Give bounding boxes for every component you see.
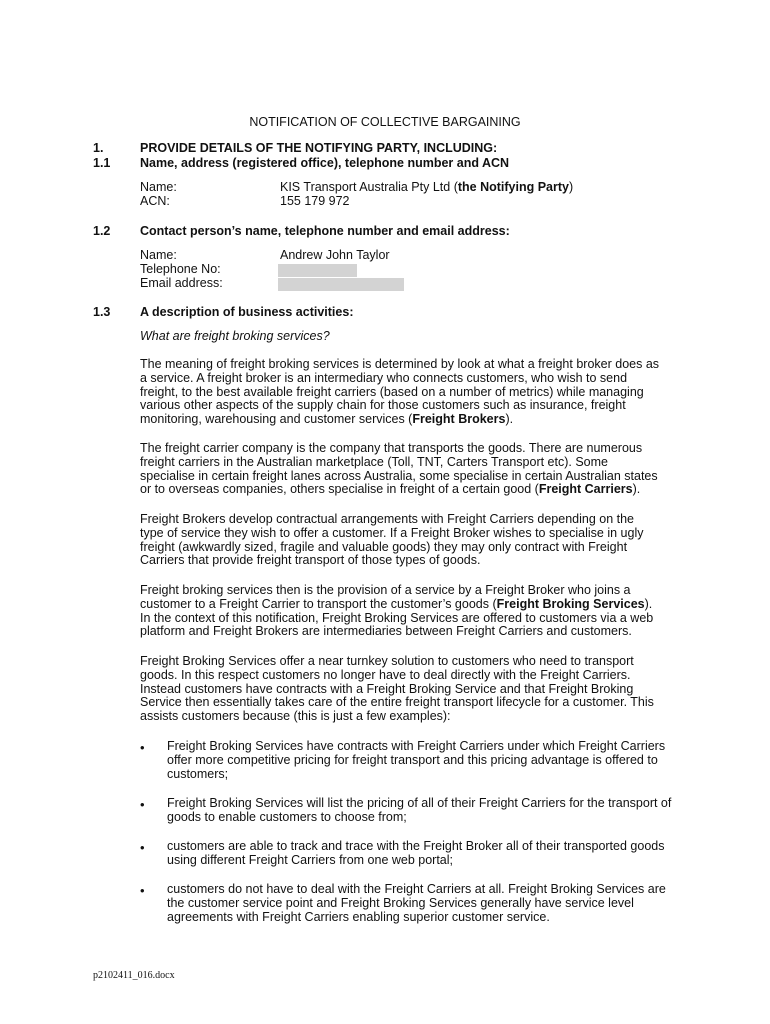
email-label: Email address: (140, 276, 223, 290)
acn-value: 155 179 972 (280, 194, 350, 208)
paragraph-2: The freight carrier company is the company that transports the goods. There are numerous freight carriers in the Australian marketplace (Toll, TNT, Carters Transport etc). Some specialise in certain freight lanes across Australia, some specialise in certain Australian states or to overseas companies, others specialise in freight of a certain good (Freight Carriers). (140, 441, 658, 497)
bullet-item-2: Freight Broking Services will list the pricing of all of their Freight Carriers for the transport of goods to enable customers to choose from; (167, 796, 672, 824)
section-1-2-number: 1.2 (93, 224, 111, 238)
section-1-heading: PROVIDE DETAILS OF THE NOTIFYING PARTY, INCLUDING: (140, 141, 498, 155)
telephone-label: Telephone No: (140, 262, 221, 276)
bullet-2-dot: • (140, 797, 145, 812)
bullet-item-4: customers do not have to deal with the Freight Carriers at all. Freight Broking Services are the customer service point and Freight Broking Services generally have service level agreements with Freight Carriers enabling superior customer service. (167, 882, 666, 924)
bullet-1-dot: • (140, 740, 145, 755)
bullet-item-1: Freight Broking Services have contracts with Freight Carriers under which Freight Carriers offer more competitive pricing for freight transport and this pricing advantage is offered to customers; (167, 739, 666, 781)
footer-filename: p2102411_016.docx (93, 970, 175, 981)
acn-label: ACN: (140, 194, 170, 208)
freight-broking-subheading: What are freight broking services? (140, 329, 330, 343)
bullet-3-dot: • (140, 840, 145, 855)
paragraph-5: Freight Broking Services offer a near turnkey solution to customers who need to transport goods. In this respect customers no longer have to deal directly with the Freight Carriers. Instead customers have contracts with a Freight Broking Service and that Freight Broking Service then essentially takes care of the entire freight transport lifecycle for a customer. This assists customers because (this is just a few examples): (140, 654, 654, 724)
contact-name-label: Name: (140, 248, 177, 262)
paragraph-4: Freight broking services then is the provision of a service by a Freight Broker who joins a customer to a Freight Carrier to transport the customer’s goods (Freight Broking Services). In the context of this notification, Freight Broking Services are offered to customers via a web platform and Freight Brokers are intermediaries between Freight Carriers and customers. (140, 583, 654, 639)
section-1-1-number: 1.1 (93, 156, 111, 170)
section-1-2-heading: Contact person’s name, telephone number and email address: (140, 224, 510, 238)
paragraph-3: Freight Brokers develop contractual arrangements with Freight Carriers depending on the type of service they wish to offer a customer. If a Freight Broker wishes to specialise in ugly freight (awkwardly sized, fragile and valuable goods) they may only contract with Freight Carriers that provide freight transport of those types of goods. (140, 512, 644, 568)
document-title: NOTIFICATION OF COLLECTIVE BARGAINING (249, 115, 521, 129)
party-name-value: KIS Transport Australia Pty Ltd (the Notifying Party) (280, 180, 574, 194)
section-1-number: 1. (93, 141, 104, 155)
bullet-item-3: customers are able to track and trace with the Freight Broker all of their transported goods using different Freight Carriers from one web portal; (167, 839, 665, 867)
telephone-redacted (278, 264, 357, 277)
section-1-1-heading: Name, address (registered office), telephone number and ACN (140, 156, 510, 170)
section-1-3-heading: A description of business activities: (140, 305, 354, 319)
email-redacted (278, 278, 404, 291)
paragraph-1: The meaning of freight broking services is determined by look at what a freight broker does as a service. A freight broker is an intermediary who connects customers, who wish to send freight, to the best available freight carriers (based on a number of metrics) while managing various other aspects of the supply chain for those customers such as insurance, freight monitoring, warehousing and customer services (Freight Brokers). (140, 357, 660, 427)
contact-name-value: Andrew John Taylor (280, 248, 390, 262)
bullet-4-dot: • (140, 883, 145, 898)
section-1-3-number: 1.3 (93, 305, 111, 319)
party-name-label: Name: (140, 180, 177, 194)
